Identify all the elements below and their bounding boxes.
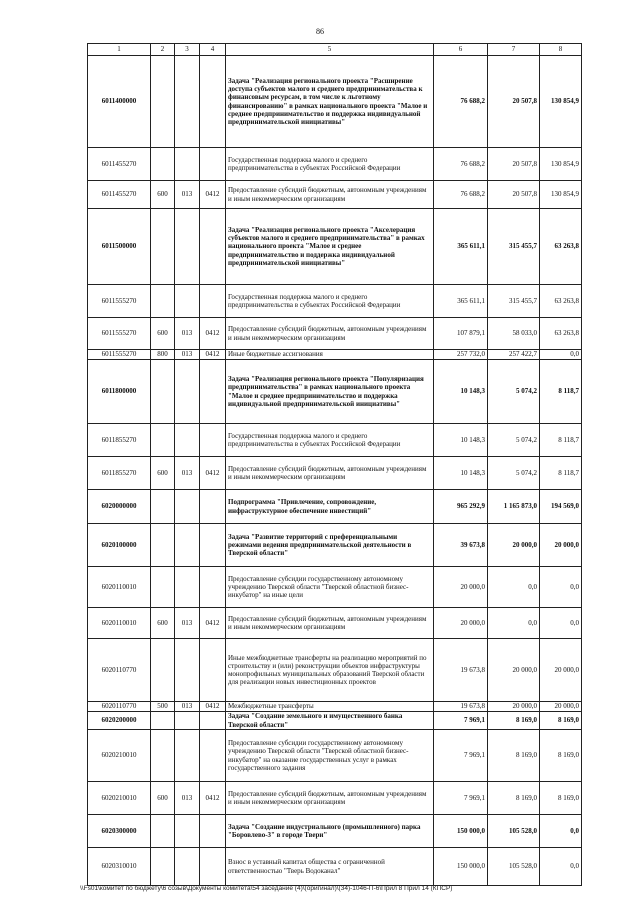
- page-number: 86: [316, 27, 324, 36]
- row-value-8: 20 000,0: [540, 524, 582, 567]
- row-description: Предоставление субсидии государственному автономному учреждению Тверской области "Тверской областной бизнес-инкубатор" на иные цели: [226, 567, 434, 608]
- row-col3: 013: [175, 350, 200, 360]
- row-col3: [175, 490, 200, 524]
- row-description: Предоставление субсидий бюджетным, автономным учреждениям и иным некоммерческим организациям: [226, 318, 434, 350]
- row-value-8: 0,0: [540, 350, 582, 360]
- row-col3: 013: [175, 181, 200, 209]
- row-description: Предоставление субсидии государственному автономному учреждению Тверской области "Тверской областной бизнес-инкубатор" на оказание государственных услуг в рамках государственного задания: [226, 730, 434, 782]
- row-value-7: 20 000,0: [488, 524, 540, 567]
- row-col2: [151, 285, 175, 318]
- row-value-8: 0,0: [540, 567, 582, 608]
- row-value-8: 130 854,9: [540, 181, 582, 209]
- row-col4: [200, 209, 226, 285]
- row-col4: [200, 360, 226, 424]
- row-value-6: 7 969,1: [434, 730, 488, 782]
- row-col4: [200, 490, 226, 524]
- row-col2: [151, 148, 175, 181]
- row-value-8: 20 000,0: [540, 639, 582, 702]
- row-value-8: 8 169,0: [540, 712, 582, 730]
- row-value-8: 0,0: [540, 608, 582, 639]
- row-value-6: 10 148,3: [434, 360, 488, 424]
- row-value-8: 8 118,7: [540, 457, 582, 490]
- row-col2: [151, 360, 175, 424]
- table-row: [88, 181, 582, 209]
- row-value-6: 365 611,1: [434, 209, 488, 285]
- row-col4: [200, 730, 226, 782]
- row-col4: 0412: [200, 181, 226, 209]
- table-row: [88, 360, 582, 424]
- row-value-6: 965 292,9: [434, 490, 488, 524]
- row-col3: [175, 148, 200, 181]
- budget-table: [87, 43, 582, 886]
- row-value-6: 20 000,0: [434, 608, 488, 639]
- row-code: 6011500000: [88, 209, 151, 285]
- row-code: 6011555270: [88, 350, 151, 360]
- row-description: Иные бюджетные ассигнования: [226, 350, 434, 360]
- row-value-7: 5 074,2: [488, 360, 540, 424]
- row-value-6: 150 000,0: [434, 815, 488, 848]
- row-code: 6020110010: [88, 567, 151, 608]
- row-value-6: 39 673,8: [434, 524, 488, 567]
- row-col4: 0412: [200, 608, 226, 639]
- header-row: [88, 44, 582, 56]
- row-value-8: 130 854,9: [540, 148, 582, 181]
- row-value-6: 10 148,3: [434, 424, 488, 457]
- row-col4: [200, 524, 226, 567]
- table-row: [88, 639, 582, 702]
- table-row: [88, 702, 582, 712]
- table-row: [88, 815, 582, 848]
- row-col3: [175, 712, 200, 730]
- row-col2: [151, 848, 175, 886]
- row-value-6: 7 969,1: [434, 782, 488, 815]
- row-value-7: 5 074,2: [488, 457, 540, 490]
- row-value-6: 76 688,2: [434, 148, 488, 181]
- row-col3: [175, 524, 200, 567]
- row-value-7: 20 507,8: [488, 181, 540, 209]
- row-code: 6020100000: [88, 524, 151, 567]
- row-value-7: 20 000,0: [488, 639, 540, 702]
- row-description: Задача "Развитие территорий с преференциальными режимами ведения предпринимательской деятельности в Тверской области": [226, 524, 434, 567]
- row-col3: [175, 567, 200, 608]
- row-col4: [200, 848, 226, 886]
- row-description: Предоставление субсидий бюджетным, автономным учреждениям и иным некоммерческим организациям: [226, 181, 434, 209]
- row-value-8: 8 169,0: [540, 730, 582, 782]
- row-value-6: 19 673,8: [434, 639, 488, 702]
- row-value-7: 58 033,0: [488, 318, 540, 350]
- row-value-8: 0,0: [540, 815, 582, 848]
- row-value-7: 8 169,0: [488, 730, 540, 782]
- row-col2: [151, 524, 175, 567]
- row-value-7: 315 455,7: [488, 209, 540, 285]
- row-description: Задача "Реализация регионального проекта "Популяризация предпринимательства" в рамках национального проекта "Малое и среднее предпринимательство и поддержка индивидуальной предпринимательской инициативы": [226, 360, 434, 424]
- table-row: [88, 350, 582, 360]
- row-col3: 013: [175, 702, 200, 712]
- row-value-7: 257 422,7: [488, 350, 540, 360]
- file-path-footer: \\Fs01\комитет по бюджету\6 созыв\Документы комитета\54 заседание (4)\(оригинал)\(34)-1046-П-6\Прил 8 Прил 14 (КПСР): [80, 885, 453, 892]
- row-col4: 0412: [200, 457, 226, 490]
- row-col2: [151, 490, 175, 524]
- row-description: Задача "Создание индустриального (промышленного) парка "Боровлево-3" в городе Твери": [226, 815, 434, 848]
- row-value-8: 130 854,9: [540, 56, 582, 148]
- table-row: [88, 457, 582, 490]
- row-code: 6011455270: [88, 181, 151, 209]
- row-value-7: 105 528,0: [488, 848, 540, 886]
- row-value-7: 105 528,0: [488, 815, 540, 848]
- row-col4: [200, 424, 226, 457]
- row-code: 6020310010: [88, 848, 151, 886]
- row-col4: [200, 56, 226, 148]
- row-col2: 600: [151, 318, 175, 350]
- row-col3: [175, 285, 200, 318]
- row-value-7: 315 455,7: [488, 285, 540, 318]
- row-value-7: 0,0: [488, 567, 540, 608]
- table-row: [88, 524, 582, 567]
- row-col2: [151, 712, 175, 730]
- row-description: Межбюджетные трансферты: [226, 702, 434, 712]
- table-row: [88, 782, 582, 815]
- row-description: Предоставление субсидий бюджетным, автономным учреждениям и иным некоммерческим организациям: [226, 782, 434, 815]
- row-value-8: 8 118,7: [540, 360, 582, 424]
- row-description: Государственная поддержка малого и среднего предпринимательства в субъектах Российской Федерации: [226, 424, 434, 457]
- row-col2: [151, 424, 175, 457]
- row-value-8: 63 263,8: [540, 285, 582, 318]
- table-row: [88, 730, 582, 782]
- row-col2: [151, 209, 175, 285]
- row-col4: [200, 285, 226, 318]
- row-code: 6011555270: [88, 285, 151, 318]
- row-description: Задача "Реализация регионального проекта "Акселерация субъектов малого и среднего предпринимательства" в рамках национального проекта "Малое и среднее предпринимательство и поддержка индивидуальной предпринимательской инициативы": [226, 209, 434, 285]
- row-col3: [175, 639, 200, 702]
- table-row: [88, 424, 582, 457]
- row-code: 6011800000: [88, 360, 151, 424]
- row-col3: 013: [175, 318, 200, 350]
- row-col2: 500: [151, 702, 175, 712]
- column-header: 8: [540, 44, 582, 56]
- row-description: Государственная поддержка малого и среднего предпринимательства в субъектах Российской Федерации: [226, 148, 434, 181]
- row-col3: [175, 209, 200, 285]
- row-value-7: 20 507,8: [488, 56, 540, 148]
- row-col4: 0412: [200, 350, 226, 360]
- row-col2: 600: [151, 782, 175, 815]
- row-col3: [175, 730, 200, 782]
- row-code: 6011400000: [88, 56, 151, 148]
- row-code: 6020300000: [88, 815, 151, 848]
- row-description: Подпрограмма "Привлечение, сопровождение, инфраструктурное обеспечение инвестиций": [226, 490, 434, 524]
- row-col4: [200, 712, 226, 730]
- row-value-8: 194 569,0: [540, 490, 582, 524]
- row-value-6: 150 000,0: [434, 848, 488, 886]
- row-value-6: 257 732,0: [434, 350, 488, 360]
- row-col3: [175, 848, 200, 886]
- row-code: 6020210010: [88, 730, 151, 782]
- row-code: 6011855270: [88, 424, 151, 457]
- row-description: Предоставление субсидий бюджетным, автономным учреждениям и иным некоммерческим организациям: [226, 457, 434, 490]
- row-col4: [200, 639, 226, 702]
- row-value-7: 20 507,8: [488, 148, 540, 181]
- row-value-6: 76 688,2: [434, 181, 488, 209]
- column-header: 3: [175, 44, 200, 56]
- table-row: [88, 608, 582, 639]
- row-col4: 0412: [200, 702, 226, 712]
- row-col4: [200, 148, 226, 181]
- table-row: [88, 848, 582, 886]
- row-col2: 600: [151, 181, 175, 209]
- row-col2: 600: [151, 608, 175, 639]
- row-col2: 800: [151, 350, 175, 360]
- row-col2: 600: [151, 457, 175, 490]
- row-value-7: 8 169,0: [488, 782, 540, 815]
- row-value-8: 8 118,7: [540, 424, 582, 457]
- table-row: [88, 567, 582, 608]
- row-value-7: 20 000,0: [488, 702, 540, 712]
- row-value-6: 76 688,2: [434, 56, 488, 148]
- column-header: 1: [88, 44, 151, 56]
- row-value-7: 5 074,2: [488, 424, 540, 457]
- table-body: [88, 56, 582, 886]
- row-col3: 013: [175, 782, 200, 815]
- row-code: 6020200000: [88, 712, 151, 730]
- column-header: 6: [434, 44, 488, 56]
- row-value-6: 19 673,8: [434, 702, 488, 712]
- row-code: 6020210010: [88, 782, 151, 815]
- row-code: 6020110770: [88, 702, 151, 712]
- row-code: 6020110770: [88, 639, 151, 702]
- row-value-6: 7 969,1: [434, 712, 488, 730]
- row-value-6: 365 611,1: [434, 285, 488, 318]
- row-code: 6011455270: [88, 148, 151, 181]
- row-value-8: 20 000,0: [540, 702, 582, 712]
- row-code: 6011555270: [88, 318, 151, 350]
- column-header: 7: [488, 44, 540, 56]
- row-description: Задача "Реализация регионального проекта "Расширение доступа субъектов малого и среднего предпринимательства к финансовым ресурсам, в том числе к льготному финансированию" в рамках национального проекта "Малое и среднее предпринимательство и поддержка индивидуальной предпринимательской инициативы": [226, 56, 434, 148]
- row-value-8: 63 263,8: [540, 209, 582, 285]
- row-value-6: 107 879,1: [434, 318, 488, 350]
- row-description: Государственная поддержка малого и среднего предпринимательства в субъектах Российской Федерации: [226, 285, 434, 318]
- row-value-8: 63 263,8: [540, 318, 582, 350]
- row-code: 6020000000: [88, 490, 151, 524]
- row-col2: [151, 730, 175, 782]
- row-col3: [175, 56, 200, 148]
- row-col3: [175, 360, 200, 424]
- row-col3: [175, 815, 200, 848]
- row-value-7: 0,0: [488, 608, 540, 639]
- table-row: [88, 209, 582, 285]
- table-row: [88, 148, 582, 181]
- row-description: Взнос в уставный капитал общества с ограниченной ответственностью "Тверь Водоканал": [226, 848, 434, 886]
- row-col2: [151, 56, 175, 148]
- column-header: 2: [151, 44, 175, 56]
- row-col4: 0412: [200, 782, 226, 815]
- row-col4: [200, 815, 226, 848]
- row-value-8: 0,0: [540, 848, 582, 886]
- row-description: Предоставление субсидий бюджетным, автономным учреждениям и иным некоммерческим организациям: [226, 608, 434, 639]
- row-col2: [151, 567, 175, 608]
- table-row: [88, 490, 582, 524]
- row-col3: [175, 424, 200, 457]
- row-col2: [151, 639, 175, 702]
- table-row: [88, 285, 582, 318]
- row-code: 6011855270: [88, 457, 151, 490]
- row-description: Иные межбюджетные трансферты на реализацию мероприятий по строительству и (или) реконструкции объектов инфраструктуры монопрофильных муниципальных образований Тверской области для реализации новых инвестиционных проектов: [226, 639, 434, 702]
- row-col3: 013: [175, 457, 200, 490]
- row-col4: [200, 567, 226, 608]
- row-value-7: 1 165 873,0: [488, 490, 540, 524]
- column-header: 4: [200, 44, 226, 56]
- row-col2: [151, 815, 175, 848]
- row-col4: 0412: [200, 318, 226, 350]
- row-value-8: 8 169,0: [540, 782, 582, 815]
- row-value-7: 8 169,0: [488, 712, 540, 730]
- row-value-6: 10 148,3: [434, 457, 488, 490]
- row-description: Задача "Создание земельного и имущественного банка Тверской области": [226, 712, 434, 730]
- row-code: 6020110010: [88, 608, 151, 639]
- table-row: [88, 712, 582, 730]
- table-row: [88, 56, 582, 148]
- row-col3: 013: [175, 608, 200, 639]
- table-row: [88, 318, 582, 350]
- row-value-6: 20 000,0: [434, 567, 488, 608]
- column-header: 5: [226, 44, 434, 56]
